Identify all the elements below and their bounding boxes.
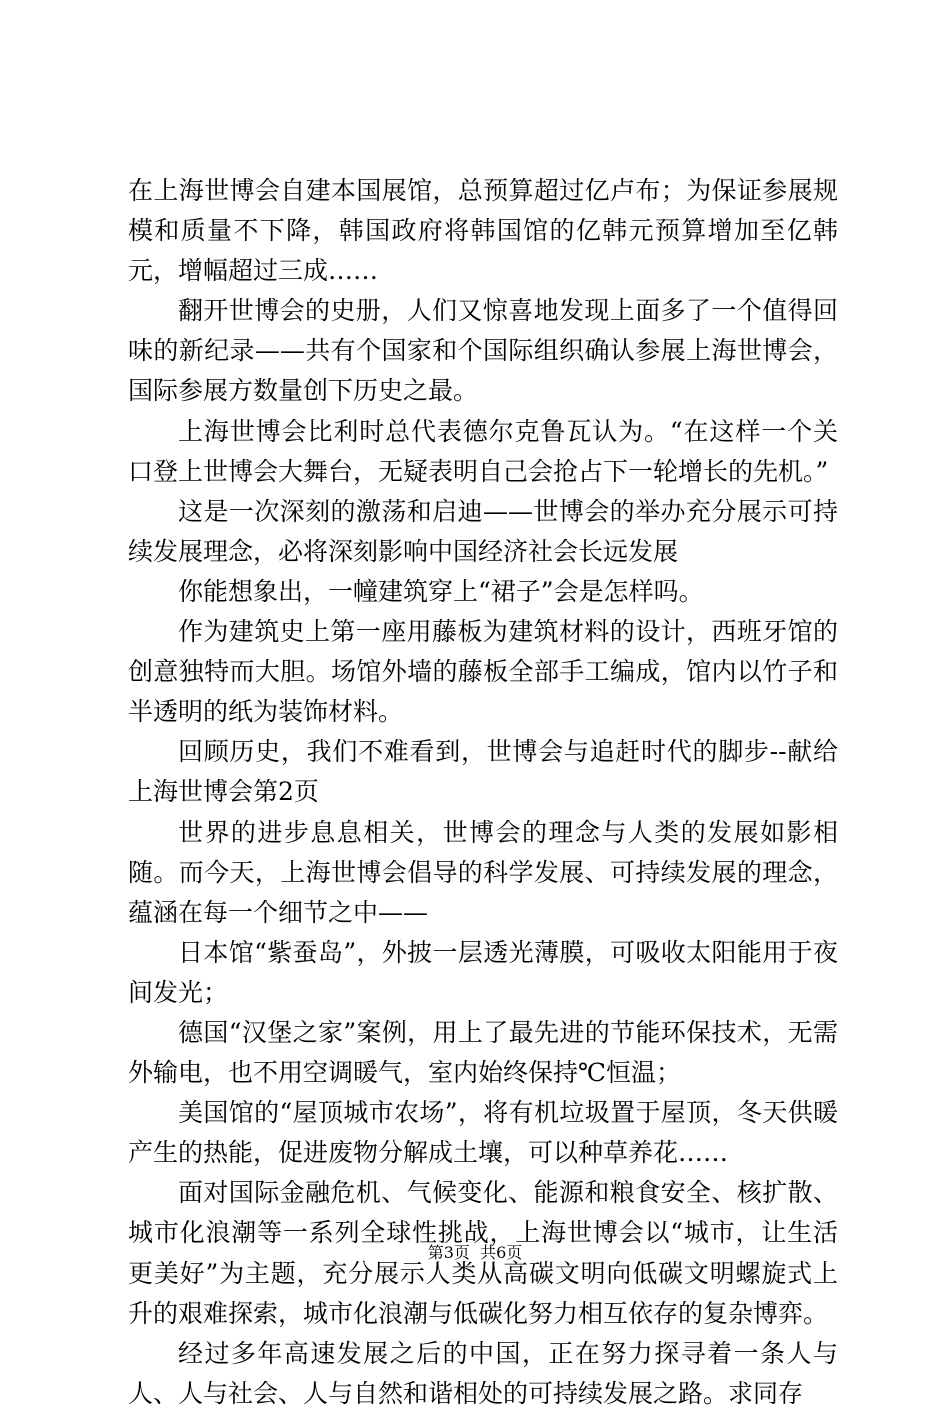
paragraph-2: 翻开世博会的史册，人们又惊喜地发现上面多了一个值得回味的新纪录——共有个国家和个国际组织确认参展上海世博会，国际参展方数量创下历史之最。 [128, 296, 838, 406]
paragraph-9: 日本馆“紫蚕岛”，外披一层透光薄膜，可吸收太阳能用于夜间发光； [128, 937, 838, 1007]
paragraph-4: 这是一次深刻的激荡和启迪——世博会的举办充分展示可持续发展理念，必将深刻影响中国经济社会长远发展 [128, 496, 838, 566]
paragraph-6: 作为建筑史上第一座用藤板为建筑材料的设计，西班牙馆的创意独特而大胆。场馆外墙的藤板全部手工编成，馆内以竹子和半透明的纸为装饰材料。 [128, 617, 838, 727]
paragraph-10: 德国“汉堡之家”案例，用上了最先进的节能环保技术，无需外输电，也不用空调暖气，室内始终保持℃恒温； [128, 1017, 838, 1088]
paragraph-12: 面对国际金融危机、气候变化、能源和粮食安全、核扩散、城市化浪潮等一系列全球性挑战，上海世博会以“城市，让生活更美好”为主题，充分展示人类从高碳文明向低碳文明螺旋式上升的艰难探索，城市化浪潮与低碳化努力相互依存的复杂博弈。 [128, 1178, 838, 1328]
paragraph-8: 世界的进步息息相关，世博会的理念与人类的发展如影相随。而今天，上海世博会倡导的科学发展、可持续发展的理念，蕴涵在每一个细节之中—— [128, 817, 838, 927]
paragraph-3: 上海世博会比利时总代表德尔克鲁瓦认为。“在这样一个关口登上世博会大舞台，无疑表明自己会抢占下一轮增长的先机。” [128, 416, 838, 486]
document-body [128, 171, 838, 1414]
page-footer: 第3页 共6页 [427, 1243, 523, 1262]
paragraph-11: 美国馆的“屋顶城市农场”，将有机垃圾置于屋顶，冬天供暖产生的热能，促进废物分解成土壤，可以种草养花…… [128, 1098, 838, 1168]
paragraph-7: 回顾历史，我们不难看到，世博会与追赶时代的脚步--献给上海世博会第2页 [128, 737, 838, 807]
paragraph-1: 在上海世博会自建本国展馆，总预算超过亿卢布；为保证参展规模和质量不下降，韩国政府将韩国馆的亿韩元预算增加至亿韩元，增幅超过三成…… [128, 176, 838, 286]
paragraph-5: 你能想象出，一幢建筑穿上“裙子”会是怎样吗。 [178, 576, 704, 606]
paragraph-13: 经过多年高速发展之后的中国，正在努力探寻着一条人与人、人与社会、人与自然和谐相处的可持续发展之路。求同存 [128, 1338, 838, 1408]
